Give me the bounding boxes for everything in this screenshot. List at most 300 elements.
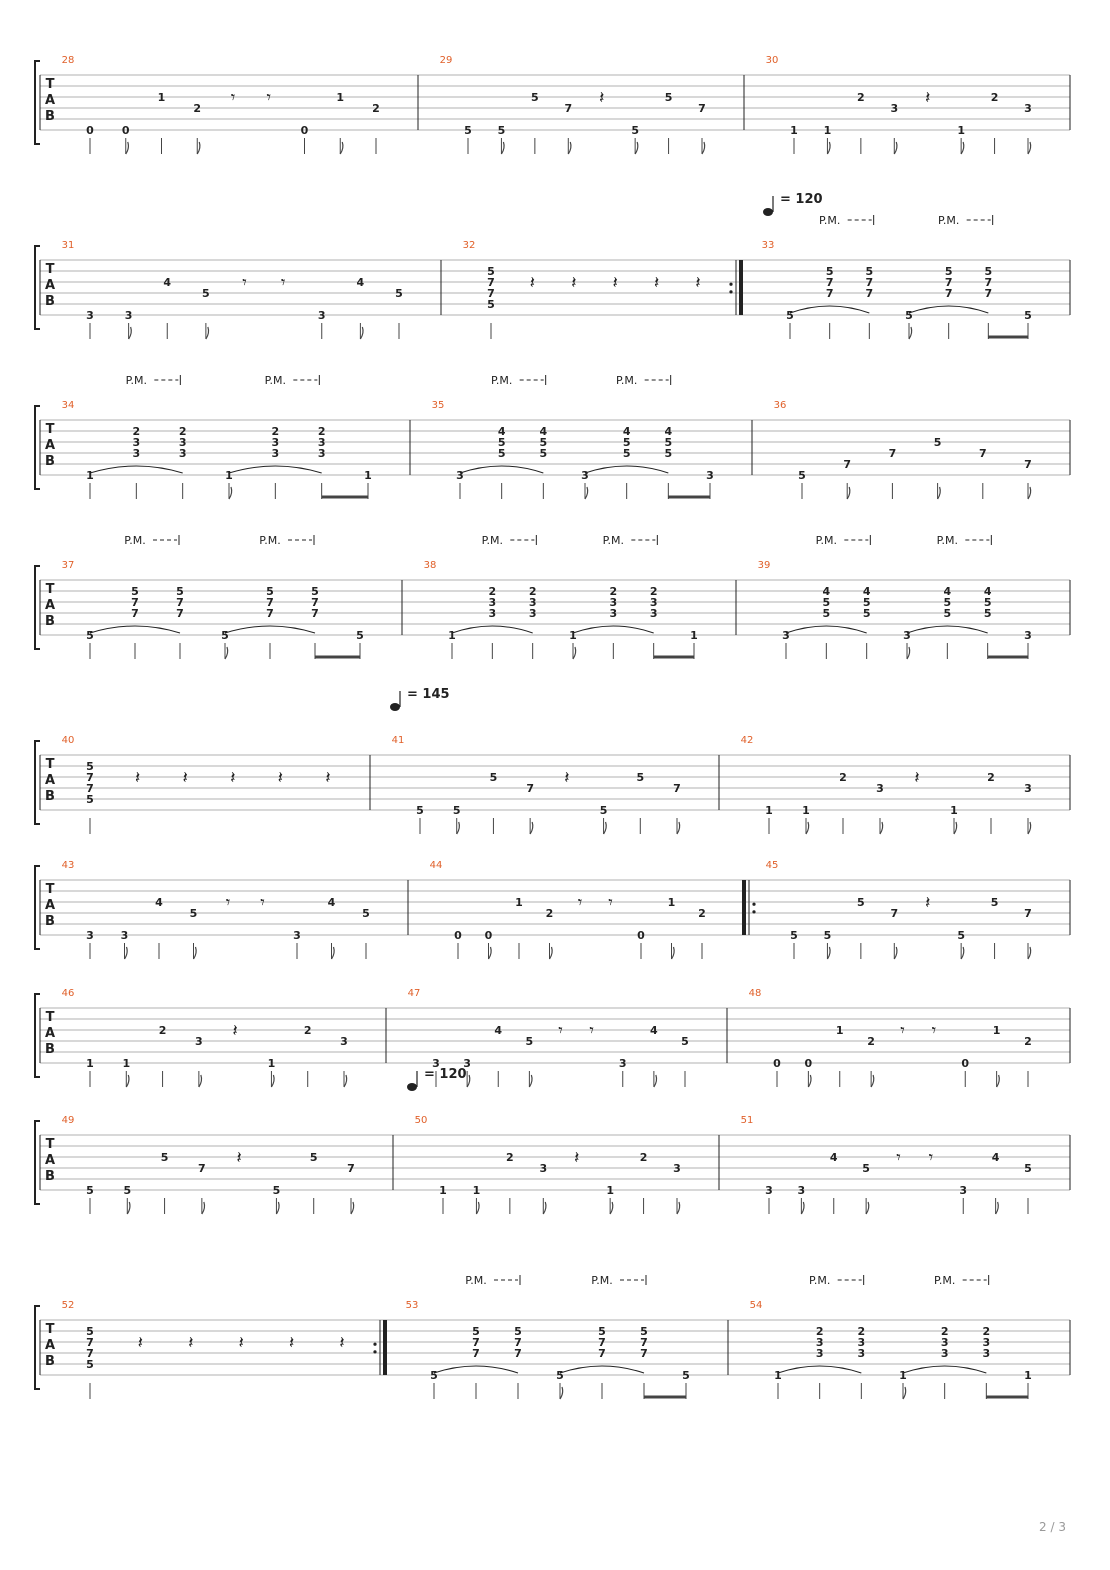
note: [773, 1057, 781, 1087]
fret-number: 5: [822, 596, 831, 609]
note: [336, 91, 344, 154]
fret-number: 2: [839, 771, 847, 784]
measure-54: [750, 1274, 1070, 1399]
note: [155, 896, 163, 959]
palm-mute-label: P.M.: [815, 534, 838, 547]
note: [310, 1151, 318, 1214]
fret-number: 7: [176, 607, 184, 620]
note: [944, 585, 952, 659]
note: [903, 629, 911, 659]
note: [673, 782, 681, 834]
fret-number: 5: [983, 596, 992, 609]
note: [86, 1184, 94, 1214]
fret-number: 4: [163, 276, 172, 289]
note: [698, 907, 706, 959]
fret-number: 3: [132, 436, 141, 449]
fret-number: 7: [198, 1162, 206, 1175]
note: [993, 1024, 1001, 1087]
fret-number: 2: [698, 907, 706, 920]
note: [163, 276, 171, 339]
measure-41: [392, 735, 719, 834]
note: [941, 1325, 949, 1399]
note: [125, 309, 133, 339]
note: [706, 469, 714, 499]
measure-number: 36: [773, 400, 787, 411]
quarter-rest: 𝄽: [137, 1333, 144, 1353]
fret-number: 3: [488, 596, 497, 609]
fret-number: 5: [309, 1151, 318, 1164]
note: [318, 425, 326, 499]
fret-number: 1: [336, 91, 345, 104]
note: [695, 273, 700, 293]
tab-clef-letter: A: [44, 598, 56, 613]
fret-number: 5: [682, 1369, 690, 1382]
note: [122, 124, 130, 154]
note: [984, 585, 992, 659]
note: [581, 469, 589, 499]
note: [1024, 1035, 1032, 1087]
eighth-rest: 𝄾: [928, 1148, 934, 1168]
fret-number: 5: [539, 436, 548, 449]
note: [233, 1021, 238, 1041]
note: [790, 124, 798, 154]
measure-35: [432, 374, 752, 499]
quarter-rest: 𝄽: [232, 1021, 238, 1041]
note: [183, 768, 188, 788]
note: [176, 585, 184, 659]
note: [961, 1057, 969, 1087]
fret-number: 3: [271, 447, 280, 460]
measure-number: 46: [61, 988, 75, 999]
slur: [903, 1366, 986, 1373]
fret-number: 1: [790, 124, 798, 137]
fret-number: 5: [176, 585, 184, 598]
note: [900, 1021, 905, 1041]
fret-number: 7: [86, 1336, 94, 1349]
fret-number: 5: [160, 1151, 169, 1164]
note: [858, 1325, 866, 1399]
note: [273, 1184, 281, 1214]
slur: [225, 626, 315, 633]
eighth-rest: 𝄾: [577, 893, 583, 913]
fret-number: 2: [609, 585, 618, 598]
note: [340, 1035, 348, 1087]
fret-number: 7: [640, 1347, 648, 1360]
note: [932, 1021, 937, 1041]
measure-44: [430, 860, 744, 959]
note: [473, 1184, 481, 1214]
slur: [585, 466, 668, 473]
note: [589, 1021, 594, 1041]
fret-number: 4: [943, 585, 952, 598]
fret-number: 5: [221, 629, 229, 642]
note: [464, 124, 472, 154]
note: [934, 436, 942, 499]
note: [357, 276, 365, 339]
repeat-dot: [752, 903, 755, 906]
note: [1024, 458, 1032, 499]
note: [86, 760, 94, 834]
note: [836, 1024, 844, 1087]
fret-number: 2: [178, 425, 187, 438]
note: [690, 629, 698, 659]
note: [86, 1325, 94, 1399]
slur: [90, 466, 183, 473]
note: [578, 893, 583, 913]
note: [266, 88, 271, 108]
fret-number: 5: [497, 124, 506, 137]
note: [640, 1325, 648, 1399]
note: [1024, 102, 1032, 154]
fret-number: 5: [86, 760, 94, 773]
fret-number: 2: [990, 91, 999, 104]
note: [782, 629, 790, 659]
fret-number: 5: [664, 447, 673, 460]
note: [372, 102, 380, 154]
note: [1024, 1369, 1032, 1399]
note: [668, 896, 676, 959]
fret-number: 0: [961, 1057, 970, 1070]
note: [1024, 309, 1032, 339]
palm-mute-label: P.M.: [937, 214, 960, 227]
eighth-rest: 𝄾: [900, 1021, 905, 1041]
note: [266, 585, 274, 659]
measure-43: [62, 860, 408, 959]
page-number: 2 / 3: [1039, 1520, 1066, 1534]
fret-number: 7: [176, 596, 184, 609]
measure-number: 51: [740, 1115, 754, 1126]
fret-number: 5: [640, 1325, 648, 1338]
fret-number: 5: [905, 309, 913, 322]
system-bracket: [35, 741, 40, 824]
note: [890, 102, 898, 154]
system-bracket: [35, 566, 40, 649]
fret-number: 5: [489, 771, 498, 784]
note: [637, 929, 645, 959]
fret-number: 5: [790, 929, 798, 942]
note: [1024, 1162, 1032, 1214]
fret-number: 7: [131, 607, 139, 620]
fret-number: 7: [1024, 458, 1032, 471]
fret-number: 3: [86, 929, 94, 942]
note: [569, 629, 577, 659]
fret-number: 5: [681, 1035, 689, 1048]
fret-number: 2: [857, 1325, 866, 1338]
fret-number: 3: [432, 1057, 440, 1070]
fret-number: 7: [1024, 907, 1032, 920]
measure-number: 37: [61, 560, 75, 571]
system-bracket: [35, 866, 40, 949]
note: [613, 273, 618, 293]
note: [598, 1325, 606, 1399]
measure-number: 29: [439, 55, 453, 66]
fret-number: 3: [1024, 102, 1032, 115]
fret-number: 7: [598, 1347, 606, 1360]
note: [138, 1333, 143, 1353]
fret-number: 7: [86, 782, 94, 795]
note: [230, 768, 235, 788]
fret-number: 2: [987, 771, 995, 784]
note: [506, 1151, 514, 1214]
quarter-rest: 𝄽: [925, 893, 931, 913]
note: [86, 309, 94, 339]
fret-number: 0: [454, 929, 462, 942]
measure-number: 30: [765, 55, 779, 66]
measure-number: 31: [61, 240, 75, 251]
fret-number: 5: [531, 91, 539, 104]
note: [681, 1035, 689, 1087]
fret-number: 4: [327, 896, 336, 909]
fret-number: 7: [131, 596, 139, 609]
note: [899, 1369, 907, 1399]
note: [546, 907, 554, 959]
fret-number: 5: [862, 1162, 870, 1175]
note: [311, 585, 319, 659]
fret-number: 5: [664, 91, 673, 104]
fret-number: 3: [456, 469, 464, 482]
fret-number: 5: [86, 629, 94, 642]
note: [456, 469, 464, 499]
measure-number: 28: [61, 55, 75, 66]
measure-number: 44: [429, 860, 443, 871]
fret-number: 1: [667, 896, 676, 909]
note: [472, 1325, 480, 1399]
fret-number: 5: [622, 447, 631, 460]
measure-38: [424, 534, 736, 659]
fret-number: 4: [991, 1151, 1000, 1164]
note: [805, 1057, 813, 1087]
note: [1024, 907, 1032, 959]
fret-number: 5: [311, 585, 319, 598]
note: [824, 124, 832, 154]
fret-number: 3: [132, 447, 141, 460]
note: [925, 893, 930, 913]
palm-mute-label: P.M.: [481, 534, 504, 547]
fret-number: 3: [581, 469, 589, 482]
fret-number: 5: [525, 1035, 534, 1048]
fret-number: 2: [158, 1024, 167, 1037]
note: [1024, 629, 1032, 659]
tab-clef-letter: A: [44, 93, 56, 108]
tab-clef-letter: A: [44, 773, 56, 788]
fret-number: 7: [86, 771, 94, 784]
measure-number: 43: [61, 860, 75, 871]
fret-number: 5: [798, 469, 806, 482]
eighth-rest: 𝄾: [589, 1021, 594, 1041]
note: [364, 469, 372, 499]
tab-clef-letter: B: [45, 914, 55, 929]
fret-number: 5: [823, 929, 832, 942]
fret-number: 3: [982, 1336, 991, 1349]
note: [905, 309, 913, 339]
note: [485, 929, 493, 959]
fret-number: 3: [528, 596, 537, 609]
fret-number: 3: [488, 607, 497, 620]
tab-clef-letter: T: [45, 1137, 55, 1152]
note: [453, 804, 461, 834]
measure-number: 52: [61, 1300, 75, 1311]
fret-number: 7: [564, 102, 573, 115]
measure-number: 34: [61, 400, 75, 411]
fret-number: 7: [526, 782, 534, 795]
fret-number: 4: [829, 1151, 838, 1164]
fret-number: 7: [311, 607, 319, 620]
note: [362, 907, 370, 959]
system-bracket: [35, 406, 40, 489]
measure-31: [62, 240, 441, 339]
note: [489, 585, 497, 659]
fret-number: 3: [903, 629, 911, 642]
measure-33: [739, 214, 1070, 339]
fret-number: 1: [950, 804, 958, 817]
fret-number: 4: [497, 425, 506, 438]
note: [260, 893, 265, 913]
fret-number: 3: [857, 1336, 866, 1349]
fret-number: 4: [539, 425, 548, 438]
note: [281, 273, 286, 293]
palm-mute-label: P.M.: [125, 374, 148, 387]
fret-number: 0: [86, 124, 94, 137]
fret-number: 4: [356, 276, 365, 289]
fret-number: 5: [1024, 1162, 1032, 1175]
fret-number: 3: [120, 929, 129, 942]
tab-clef-letter: B: [45, 294, 55, 309]
fret-number: 5: [983, 607, 992, 620]
note: [190, 907, 198, 959]
tab-clef-letter: B: [45, 1042, 55, 1057]
fret-number: 2: [193, 102, 202, 115]
note: [816, 1325, 824, 1399]
quarter-rest: 𝄽: [339, 1333, 345, 1353]
measure-51: [741, 1115, 1070, 1214]
measure-number: 54: [749, 1300, 763, 1311]
note: [539, 1162, 547, 1214]
fret-number: 3: [195, 1035, 203, 1048]
eighth-rest: 𝄾: [260, 893, 265, 913]
tab-clef-letter: A: [44, 898, 56, 913]
note: [857, 91, 865, 154]
slur: [909, 306, 988, 313]
fret-number: 3: [271, 436, 280, 449]
fret-number: 7: [472, 1347, 480, 1360]
system-7: [35, 988, 1070, 1087]
repeat-start-thick: [742, 880, 746, 935]
fret-number: 7: [698, 102, 706, 115]
fret-number: 1: [569, 629, 577, 642]
fret-number: 7: [487, 287, 495, 300]
note: [135, 768, 140, 788]
fret-number: 0: [804, 1057, 813, 1070]
measure-53: [383, 1274, 728, 1399]
note: [515, 896, 523, 959]
fret-number: 3: [673, 1162, 681, 1175]
fret-number: 2: [867, 1035, 875, 1048]
quarter-rest: 𝄽: [288, 1333, 295, 1353]
note: [268, 1057, 276, 1087]
fret-number: 7: [865, 287, 874, 300]
fret-number: 3: [340, 1035, 348, 1048]
fret-number: 3: [178, 447, 187, 460]
quarter-rest: 𝄽: [571, 273, 577, 293]
fret-number: 1: [122, 1057, 131, 1070]
thick-barline: [383, 1320, 387, 1375]
measure-number: 38: [423, 560, 437, 571]
fret-number: 5: [539, 447, 548, 460]
quarter-note-icon: [763, 208, 773, 216]
quarter-rest: 𝄽: [236, 1148, 242, 1168]
note: [416, 804, 424, 834]
palm-mute-label: P.M.: [591, 1274, 613, 1287]
slur: [790, 306, 869, 313]
fret-number: 5: [487, 265, 495, 278]
quarter-rest: 𝄽: [230, 768, 236, 788]
note: [225, 469, 233, 499]
fret-number: 5: [786, 309, 794, 322]
system-1: [35, 55, 1070, 154]
fret-number: 5: [202, 287, 210, 300]
measure-48: [749, 988, 1070, 1087]
note: [606, 1184, 614, 1214]
note: [121, 929, 129, 959]
note: [876, 782, 884, 834]
measure-49: [62, 1115, 393, 1214]
fret-number: 5: [622, 436, 631, 449]
tab-clef-letter: B: [45, 614, 55, 629]
quarter-rest: 𝄽: [134, 768, 141, 788]
fret-number: 5: [957, 929, 965, 942]
palm-mute-label: P.M.: [264, 374, 287, 387]
tab-clef-letter: B: [45, 1169, 55, 1184]
measure-number: 50: [414, 1115, 428, 1126]
note: [863, 585, 871, 659]
fret-number: 5: [857, 896, 865, 909]
note: [448, 629, 456, 659]
fret-number: 2: [815, 1325, 824, 1338]
note: [774, 1369, 782, 1399]
fret-number: 0: [484, 929, 493, 942]
fret-number: 5: [825, 265, 834, 278]
fret-number: 5: [131, 585, 139, 598]
note: [531, 91, 539, 154]
fret-number: 7: [266, 607, 274, 620]
fret-number: 1: [515, 896, 523, 909]
note: [564, 102, 572, 154]
note: [830, 1151, 838, 1214]
tab-clef-letter: B: [45, 1354, 55, 1369]
note: [86, 469, 94, 499]
fret-number: 4: [862, 585, 871, 598]
fret-number: 2: [303, 1024, 312, 1037]
slur: [452, 626, 533, 633]
measure-52: [62, 1300, 384, 1399]
note: [765, 804, 773, 834]
fret-number: 1: [802, 804, 810, 817]
measure-number: 32: [462, 240, 476, 251]
fret-number: 5: [356, 629, 364, 642]
fret-number: 7: [825, 276, 834, 289]
fret-number: 4: [822, 585, 831, 598]
note: [929, 1148, 934, 1168]
note: [195, 1035, 203, 1087]
eighth-rest: 𝄾: [931, 1021, 937, 1041]
quarter-rest: 𝄽: [599, 88, 605, 108]
note: [619, 1057, 627, 1087]
note: [925, 88, 930, 108]
slur: [786, 626, 867, 633]
fret-number: 3: [609, 607, 618, 620]
fret-number: 3: [940, 1347, 949, 1360]
fret-number: 3: [178, 436, 187, 449]
